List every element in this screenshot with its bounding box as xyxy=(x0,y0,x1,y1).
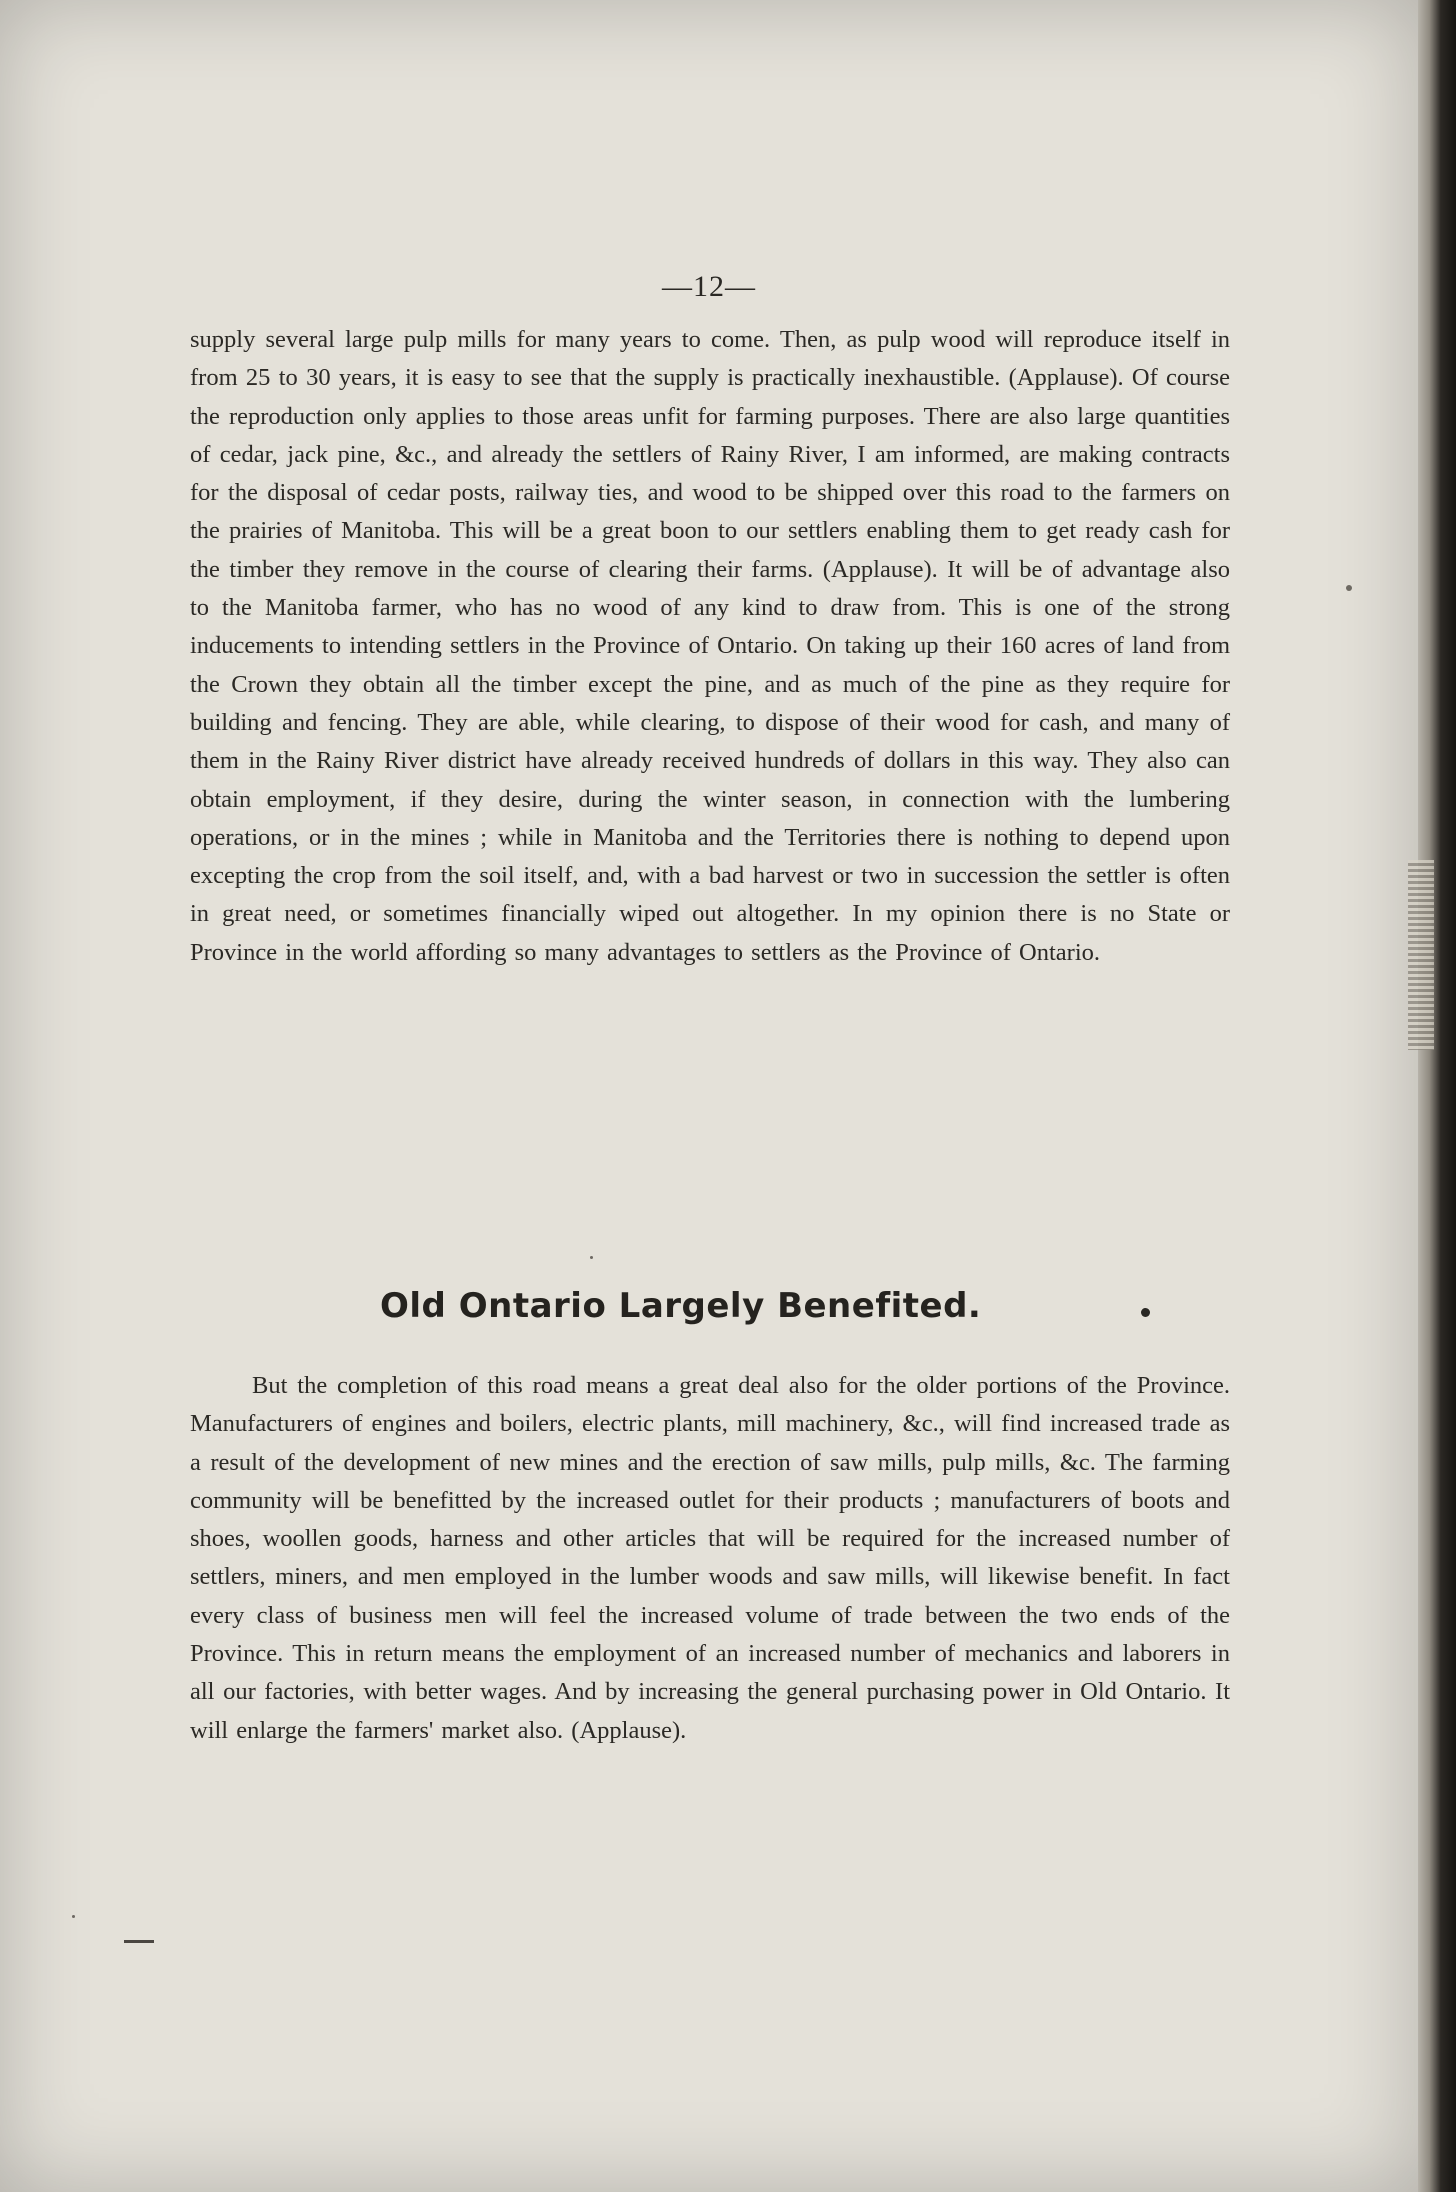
binding-thread xyxy=(1408,860,1434,1050)
body-paragraph-1: supply several large pulp mills for many years to come. Then, as pulp wood will reproduce itself in from 25 to 30 years, it is easy to see that the supply is practically inexhaustible. (Applause). Of course the reproduction only applies to those areas unfit for farming purposes. There are also large quantities of cedar, jack pine, &c., and already the settlers of Rainy River, I am informed, are making contracts for the disposal of cedar posts, railway ties, and wood to be shipped over this road to the farmers on the prairies of Manitoba. This will be a great boon to our settlers enabling them to get ready cash for the timber they remove in the course of clearing their farms. (Applause). It will be of advantage also to the Manitoba farmer, who has no wood of any kind to draw from. This is one of the strong inducements to intending settlers in the Province of Ontario. On taking up their 160 acres of land from the Crown they obtain all the timber except the pine, and as much of the pine as they require for building and fencing. They are able, while clearing, to dispose of their wood for cash, and many of them in the Rainy River district have already received hundreds of dollars in this way. They also can obtain employment, if they desire, during the winter season, in connection with the lumbering operations, or in the mines ; while in Manitoba and the Territories there is nothing to depend upon excepting the crop from the soil itself, and, with a bad harvest or two in succession the settler is often in great need, or sometimes financially wiped out altogether. In my opinion there is no State or Province in the world affording so many advantages to settlers as the Province of Ontario. xyxy=(190,326,1230,966)
margin-mark xyxy=(124,1940,154,1943)
book-binding-edge xyxy=(1418,0,1456,2192)
ink-dot xyxy=(1141,1308,1150,1317)
paper-speck xyxy=(1346,585,1352,591)
paper-speck xyxy=(72,1915,75,1918)
section-heading: Old Ontario Largely Benefited. xyxy=(380,1286,982,1326)
body-paragraph-2: But the completion of this road means a great deal also for the older portions of the Province. Manufacturers of engines and boilers, electric plants, mill machinery, &c., will find increased trade as a result of the development of new mines and the erection of saw mills, pulp mills, &c. The farming community will be benefitted by the increased outlet for their products ; manufacturers of boots and shoes, woollen goods, harness and other articles that will be required for the increased number of settlers, miners, and men employed in the lumber woods and saw mills, will likewise benefit. In fact every class of business men will feel the increased volume of trade between the two ends of the Province. This in return means the employment of an increased number of mechanics and laborers in all our factories, with better wages. And by increasing the general purchasing power in Old Ontario. It will enlarge the farmers' market also. (Applause). xyxy=(190,1372,1230,1744)
paper-speck xyxy=(590,1256,593,1259)
page-number: —12— xyxy=(662,270,756,303)
